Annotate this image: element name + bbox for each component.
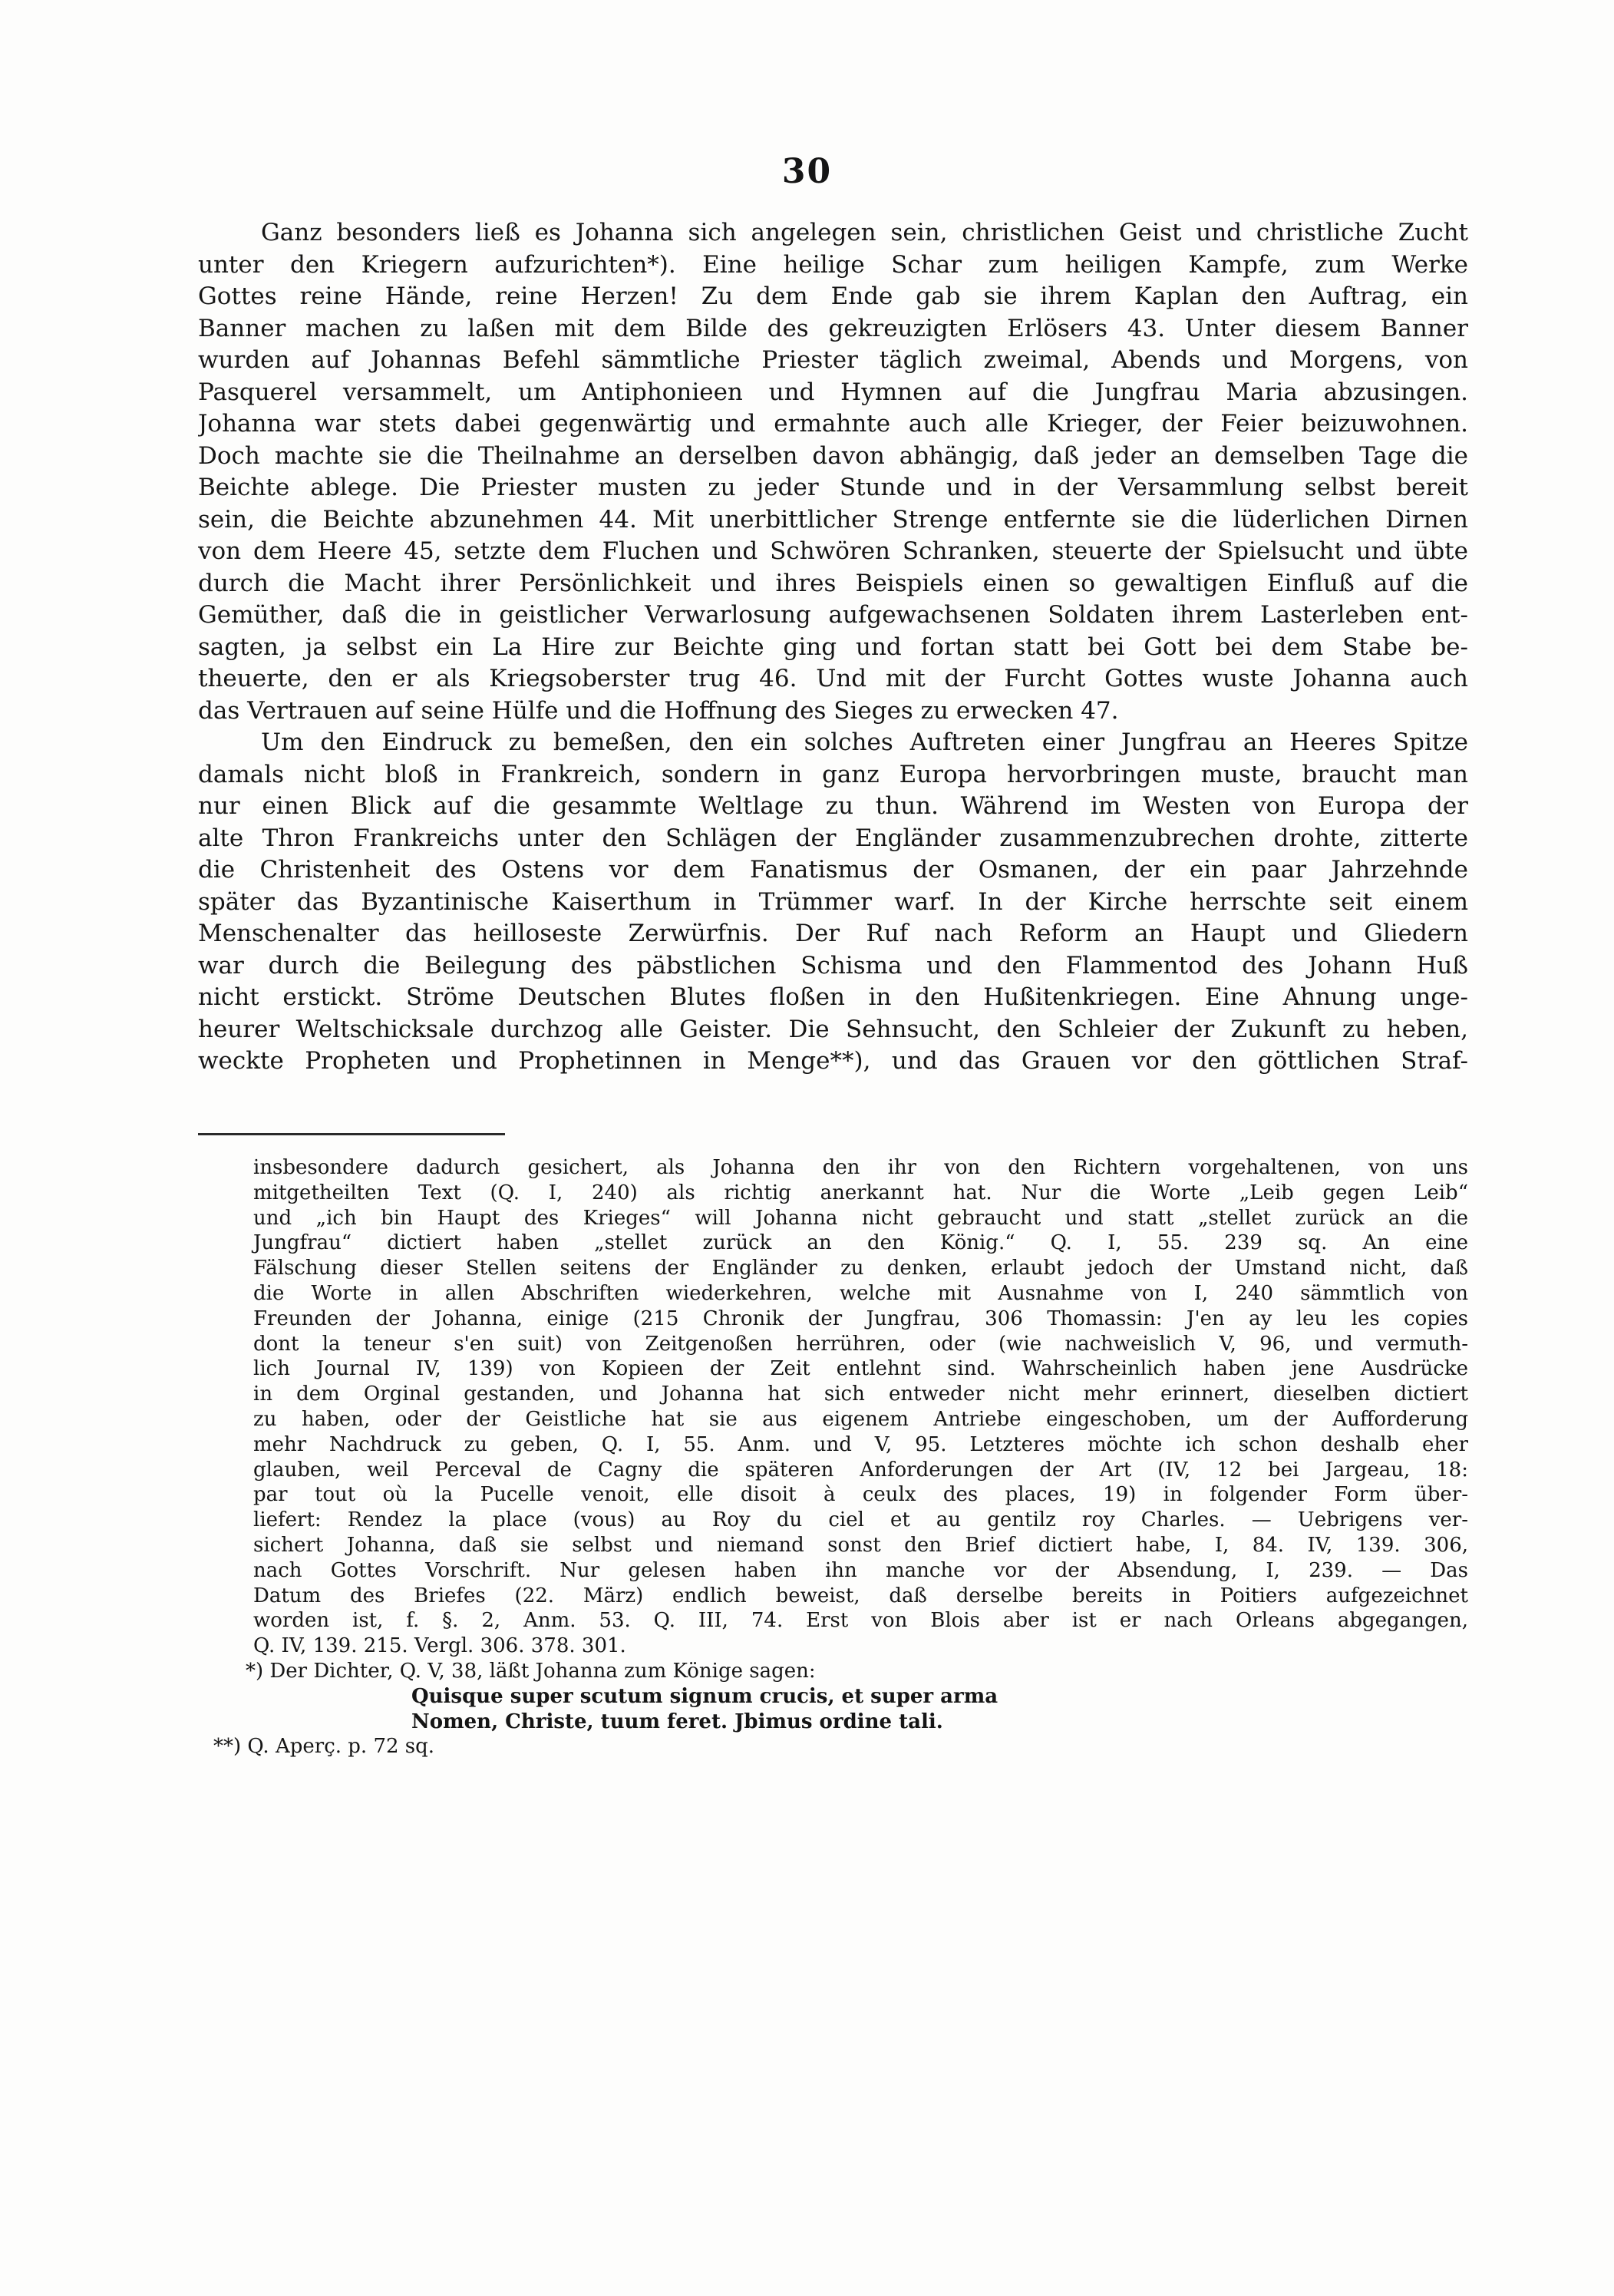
body-line: Gottes reine Hände, reine Herzen! Zu dem Ende gab sie ihrem Kaplan den Auftrag, ein — [198, 282, 1468, 310]
footnote-line: und „ich bin Haupt des Krieges“ will Johanna nicht gebraucht und statt „stellet zurück an die — [253, 1206, 1468, 1230]
body-line: theuerte, den er als Kriegsoberster trug 46. Und mit der Furcht Gottes wuste Johanna auch — [198, 665, 1468, 692]
footnote-line: sichert Johanna, daß sie selbst und niemand sonst den Brief dictiert habe, I, 84. IV, 139. 306, — [253, 1533, 1468, 1557]
footnote-line: Jungfrau“ dictiert haben „stellet zurück an den König.“ Q. I, 55. 239 sq. An eine — [253, 1231, 1468, 1255]
footnote-line: in dem Orginal gestanden, und Johanna hat sich entweder nicht mehr erinnert, dieselben dictiert — [253, 1383, 1468, 1406]
footnote-line: Fälschung dieser Stellen seitens der Engländer zu denken, erlaubt jedoch der Umstand nicht, daß — [253, 1257, 1468, 1280]
body-line: wurden auf Johannas Befehl sämmtliche Priester täglich zweimal, Abends und Morgens, von — [198, 346, 1468, 374]
verse-line: Nomen, Christe, tuum feret. Jbimus ordine tali. — [411, 1710, 943, 1733]
footnote-divider — [198, 1133, 505, 1135]
body-line: Doch machte sie die Theilnahme an derselben davon abhängig, daß jeder an demselben Tage die — [198, 441, 1468, 470]
body-line: Um den Eindruck zu bemeßen, den ein solches Auftreten einer Jungfrau an Heeres Spitze — [261, 728, 1468, 756]
body-line: Banner machen zu laßen mit dem Bilde des gekreuzigten Erlösers 43. Unter diesem Banner — [198, 314, 1468, 342]
body-line: nicht erstickt. Ströme Deutschen Blutes floßen in den Hußitenkriegen. Eine Ahnung unge- — [198, 983, 1468, 1011]
footnote-line: lich Journal IV, 139) von Kopieen der Zeit entlehnt sind. Wahrscheinlich haben jene Ausdrücke — [253, 1357, 1468, 1381]
body-line: damals nicht bloß in Frankreich, sondern in ganz Europa hervorbringen muste, braucht man — [198, 760, 1468, 788]
body-line: Johanna war stets dabei gegenwärtig und ermahnte auch alle Krieger, der Feier beizuwohnen. — [198, 410, 1468, 438]
body-line: heurer Weltschicksale durchzog alle Geister. Die Sehnsucht, den Schleier der Zukunft zu heben, — [198, 1015, 1468, 1043]
body-line: Beichte ablege. Die Priester musten zu jeder Stunde und in der Versammlung selbst bereit — [198, 474, 1468, 501]
body-line: von dem Heere 45, setzte dem Fluchen und Schwören Schranken, steuerte der Spielsucht und übte — [198, 537, 1468, 565]
body-line: sein, die Beichte abzunehmen 44. Mit unerbittlicher Strenge entfernte sie die lüderlichen Dirnen — [198, 505, 1468, 534]
body-line: sagten, ja selbst ein La Hire zur Beichte ging und fortan statt bei Gott bei dem Stabe be- — [198, 633, 1468, 661]
footnote-line: insbesondere dadurch gesichert, als Johanna den ihr von den Richtern vorgehaltenen, von uns — [253, 1156, 1468, 1179]
footnote-line: worden ist, f. §. 2, Anm. 53. Q. III, 74. Erst von Blois aber ist er nach Orleans abgegangen, — [253, 1609, 1468, 1633]
body-line: unter den Kriegern aufzurichten*). Eine heilige Schar zum heiligen Kampfe, zum Werke — [198, 250, 1468, 279]
footnote-line: die Worte in allen Abschriften wiederkehren, welche mit Ausnahme von I, 240 sämmtlich von — [253, 1281, 1468, 1305]
body-line: Gemüther, daß die in geistlicher Verwarlosung aufgewachsenen Soldaten ihrem Lasterleben ent- — [198, 601, 1468, 629]
footnotes — [198, 1155, 1468, 1759]
body-line: war durch die Beilegung des päbstlichen Schisma und den Flammentod des Johann Huß — [198, 951, 1468, 980]
body-line: alte Thron Frankreichs unter den Schlägen der Engländer zusammenzubrechen drohte, zitterte — [198, 824, 1468, 852]
body-line: später das Byzantinische Kaiserthum in Trümmer warf. In der Kirche herrschte seit einem — [198, 887, 1468, 916]
footnote-star: *) Der Dichter, Q. V, 38, läßt Johanna zum Könige sagen: — [246, 1659, 816, 1683]
footnote-line: Freunden der Johanna, einige (215 Chronik der Jungfrau, 306 Thomassin: J'en ay leu les copies — [253, 1307, 1468, 1330]
body-line: Menschenalter das heilloseste Zerwürfnis. Der Ruf nach Reform an Haupt und Gliedern — [198, 920, 1468, 947]
body-line: durch die Macht ihrer Persönlichkeit und ihres Beispiels einen so gewaltigen Einfluß auf die — [198, 569, 1468, 597]
footnote-line: Datum des Briefes (22. März) endlich beweist, daß derselbe bereits in Poitiers aufgezeichnet — [253, 1584, 1468, 1607]
body-line: die Christenheit des Ostens vor dem Fanatismus der Osmanen, der ein paar Jahrzehnde — [198, 856, 1468, 884]
footnote-line: zu haben, oder der Geistliche hat sie aus eigenem Antriebe eingeschoben, um der Aufforderung — [253, 1407, 1468, 1431]
footnote-line: liefert: Rendez la place (vous) au Roy du ciel et au gentilz roy Charles. — Uebrigens ver- — [253, 1508, 1468, 1532]
body-line: nur einen Blick auf die gesammte Weltlage zu thun. Während im Westen von Europa der — [198, 792, 1468, 820]
body-text — [198, 217, 1468, 1078]
footnote-line: glauben, weil Perceval de Cagny die späteren Anforderungen der Art (IV, 12 bei Jargeau, 18: — [253, 1458, 1468, 1482]
footnote-double-star: **) Q. Aperç. p. 72 sq. — [213, 1735, 435, 1759]
footnote-line: dont la teneur s'en suit) von Zeitgenoßen herrühren, oder (wie nachweislich V, 96, und vermuth- — [253, 1332, 1468, 1356]
footnote-line: nach Gottes Vorschrift. Nur gelesen haben ihn manche vor der Absendung, I, 239. — Das — [253, 1558, 1468, 1582]
footnote-line: mitgetheilten Text (Q. I, 240) als richtig anerkannt hat. Nur die Worte „Leib gegen Leib“ — [253, 1181, 1468, 1204]
footnote-line: Q. IV, 139. 215. Vergl. 306. 378. 301. — [253, 1634, 626, 1658]
page-number: 30 — [781, 152, 833, 191]
body-line: das Vertrauen auf seine Hülfe und die Hoffnung des Sieges zu erwecken 47. — [198, 696, 1119, 725]
body-line: Ganz besonders ließ es Johanna sich angelegen sein, christlichen Geist und christliche Zucht — [261, 219, 1468, 246]
footnote-line: mehr Nachdruck zu geben, Q. I, 55. Anm. und V, 95. Letzteres möchte ich schon deshalb eher — [253, 1432, 1468, 1456]
body-line: Pasquerel versammelt, um Antiphonieen und Hymnen auf die Jungfrau Maria abzusingen. — [198, 378, 1468, 406]
body-line: weckte Propheten und Prophetinnen in Menge**), und das Grauen vor den göttlichen Straf- — [198, 1047, 1468, 1075]
verse-line: Quisque super scutum signum crucis, et super arma — [411, 1684, 998, 1708]
footnote-line: par tout où la Pucelle venoit, elle disoit à ceulx des places, 19) in folgender Form über- — [253, 1483, 1468, 1507]
